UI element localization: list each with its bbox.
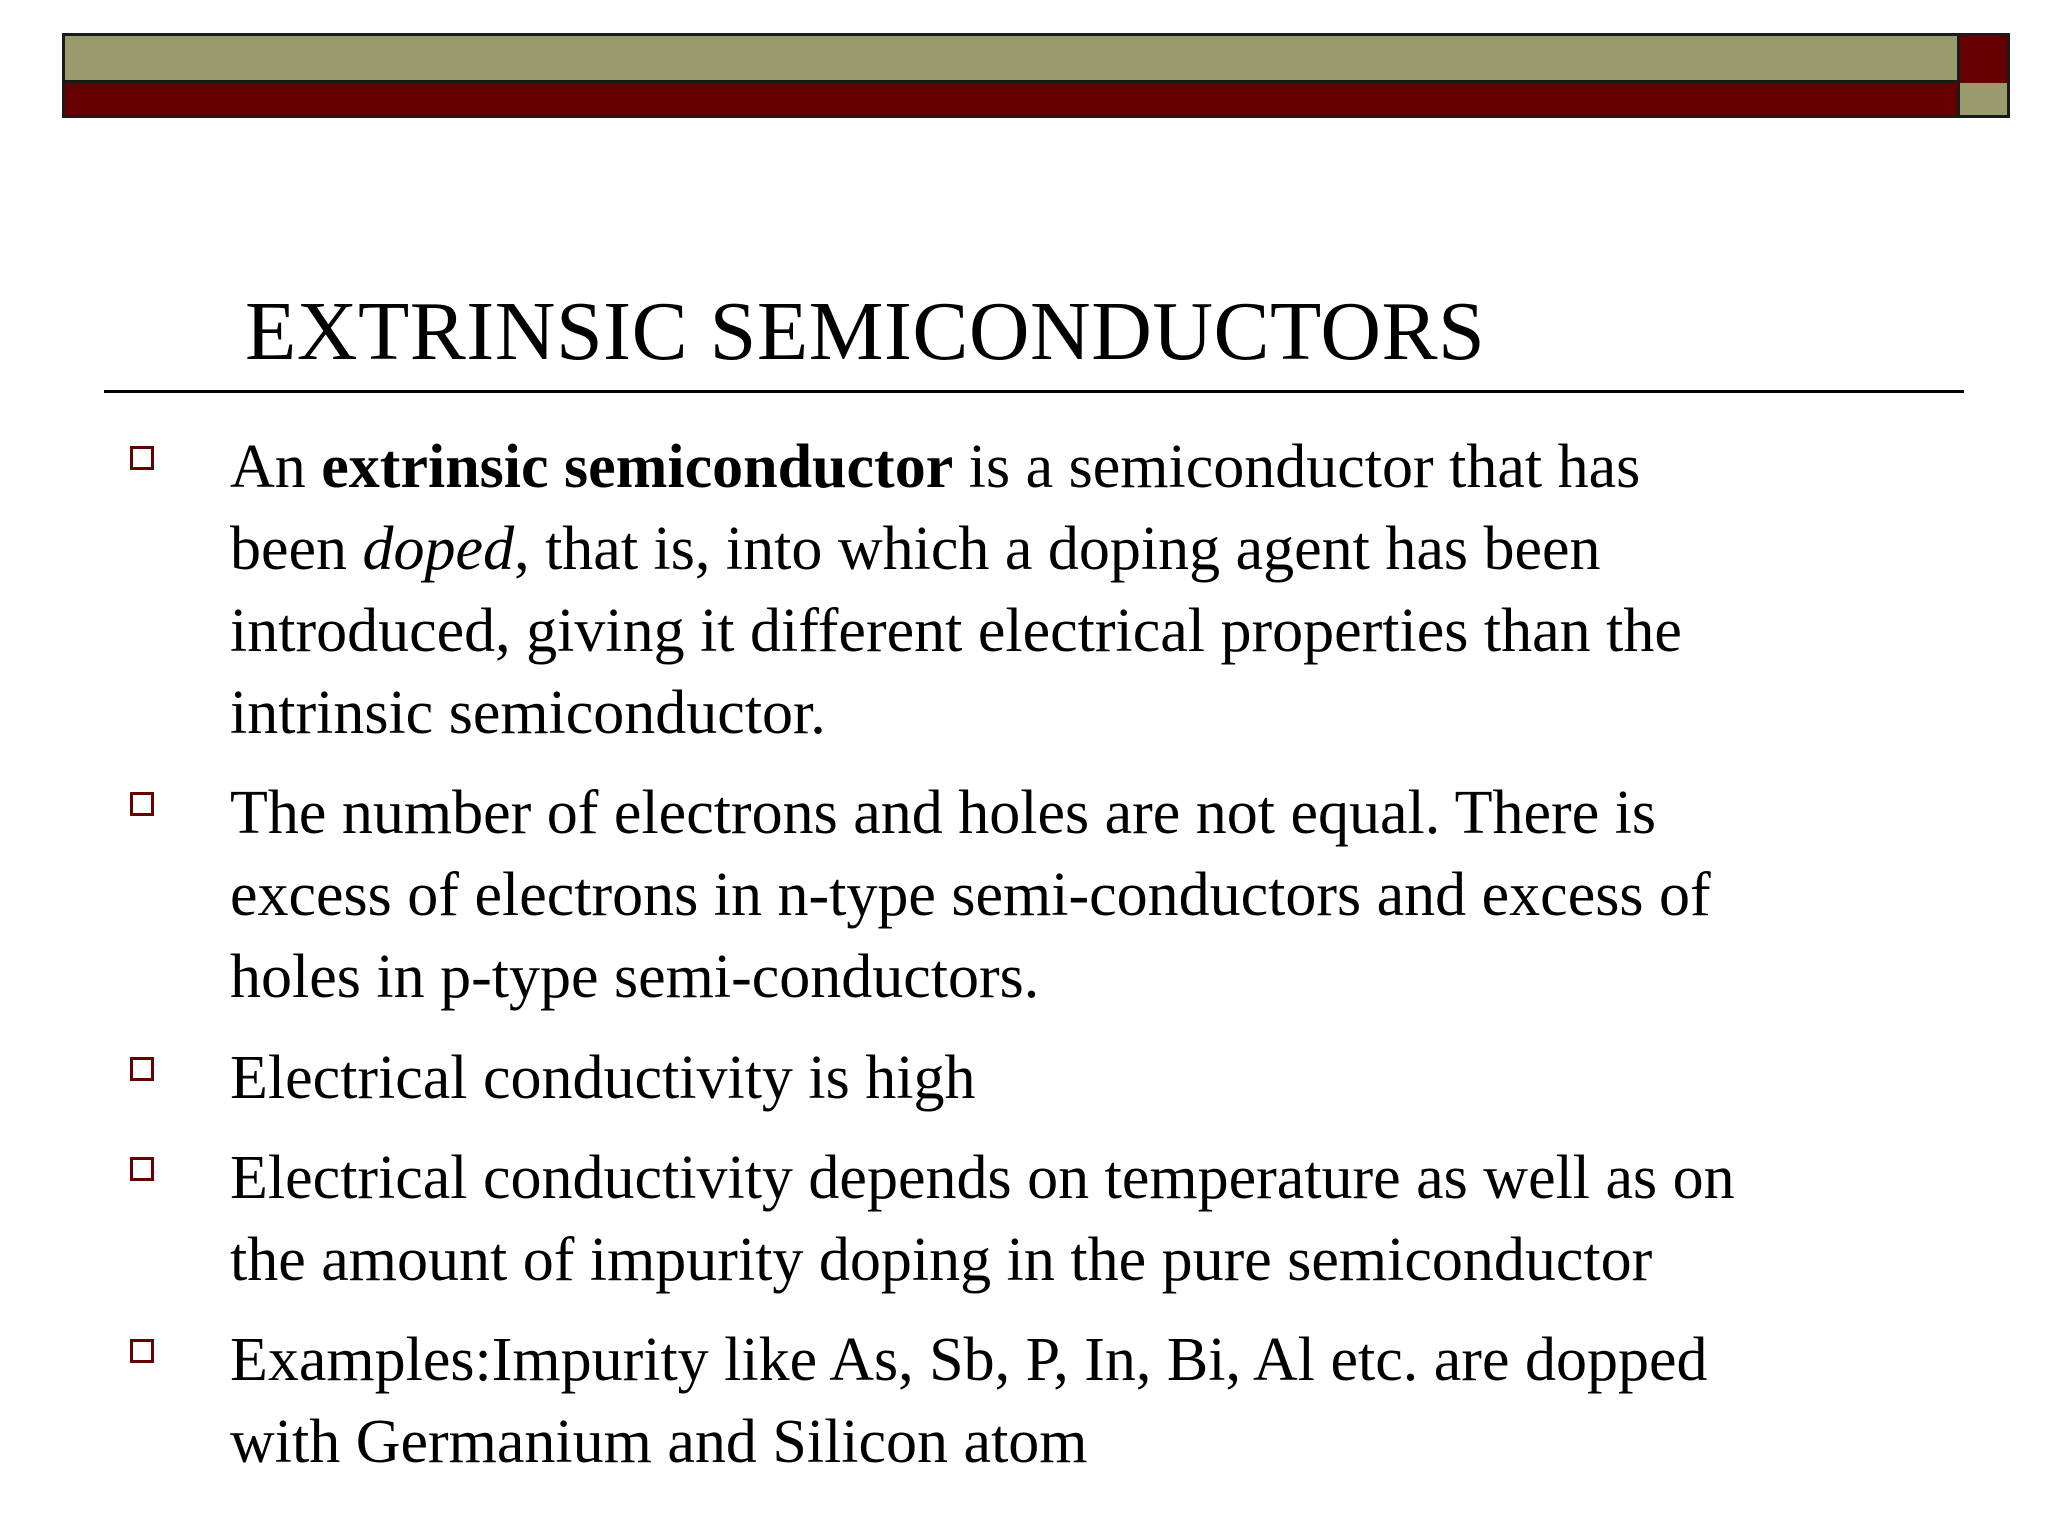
hollow-square-icon xyxy=(130,792,154,816)
hollow-square-icon xyxy=(130,446,154,470)
bullet-line: excess of electrons in n-type semi-conductors and excess of xyxy=(230,861,1711,929)
bullet-text xyxy=(230,1319,1930,1483)
text-segment: been xyxy=(230,515,363,583)
bullet-text xyxy=(230,1037,1930,1119)
bullet-line: Electrical conductivity is high xyxy=(230,1044,976,1112)
bullet-text xyxy=(230,772,1930,1018)
text-segment: , that is, into which a doping agent has been xyxy=(514,515,1601,583)
italic-term: doped xyxy=(362,515,515,583)
header-corner-maroon xyxy=(1957,33,2010,86)
bullet-line xyxy=(230,426,1930,508)
text-segment: is a semiconductor that has xyxy=(953,433,1641,501)
bullet-line: holes in p-type semi-conductors. xyxy=(230,943,1040,1011)
bullet-text xyxy=(230,426,1930,754)
bullet-line: with Germanium and Silicon atom xyxy=(230,1408,1088,1476)
bullet-line: the amount of impurity doping in the pure semiconductor xyxy=(230,1226,1653,1294)
bullet-text xyxy=(230,1137,1930,1301)
bullet-line: introduced, giving it different electrical properties than the xyxy=(230,597,1682,665)
bullet-line: The number of electrons and holes are not equal. There is xyxy=(230,779,1657,847)
hollow-square-icon xyxy=(130,1157,154,1181)
slide-title: EXTRINSIC SEMICONDUCTORS xyxy=(245,285,1486,378)
bold-term: extrinsic semiconductor xyxy=(321,433,954,501)
bullet-line: intrinsic semiconductor. xyxy=(230,679,826,747)
bullet-line: Electrical conductivity depends on temperature as well as on xyxy=(230,1144,1735,1212)
bullet-line xyxy=(230,508,1930,590)
text-segment: An xyxy=(230,433,322,501)
header-bar-olive xyxy=(62,33,1960,83)
header-bar-maroon xyxy=(62,83,1960,118)
bullet-line: Examples:Impurity like As, Sb, P, In, Bi, Al etc. are dopped xyxy=(230,1326,1708,1394)
hollow-square-icon xyxy=(130,1339,154,1363)
hollow-square-icon xyxy=(130,1057,154,1081)
header-corner-olive xyxy=(1957,83,2010,118)
title-underline xyxy=(104,390,1964,393)
